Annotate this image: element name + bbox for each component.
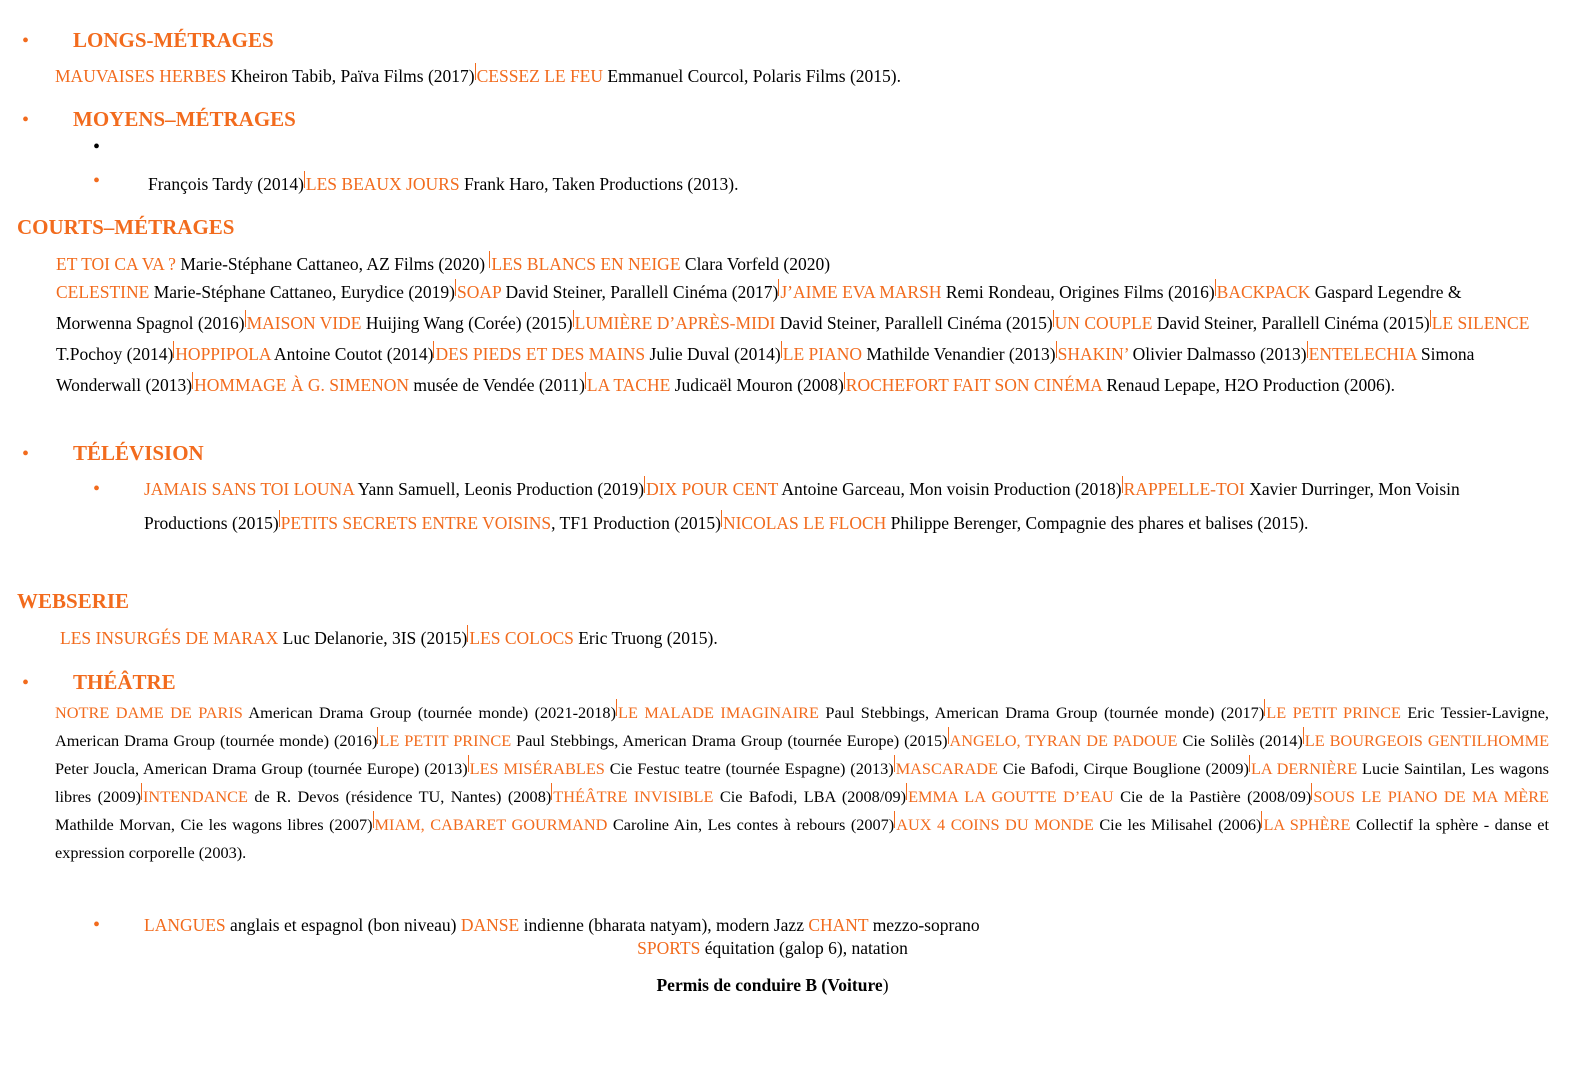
separator-bar bbox=[141, 783, 142, 800]
separator-bar bbox=[1430, 310, 1431, 327]
entry-title: SOAP bbox=[456, 282, 502, 302]
entry-title: MAISON VIDE bbox=[246, 313, 362, 333]
entry-credit: Cie les Milisahel (2006) bbox=[1093, 815, 1262, 834]
entry-title: HOMMAGE À G. SIMENON bbox=[194, 375, 409, 395]
separator-bar bbox=[644, 476, 645, 493]
entry-title: SPORTS bbox=[637, 938, 701, 958]
entry-credit: Eric Truong (2015). bbox=[573, 628, 718, 648]
entry-credit: Cie Solilès (2014) bbox=[1177, 731, 1303, 750]
entry-credit: Peter Joucla, American Drama Group (tournée Europe) (2013) bbox=[55, 759, 468, 778]
entry-credit: Cie Festuc teatre (tournée Espagne) (2013) bbox=[604, 759, 894, 778]
entry-credit: Philippe Berenger, Compagnie des phares et balises (2015). bbox=[886, 513, 1309, 533]
entry-credit: Emmanuel Courcol, Polaris Films (2015). bbox=[603, 66, 901, 86]
entry-title: LES BEAUX JOURS bbox=[305, 174, 460, 194]
entry-credit: Simona Wonderwall (2013) bbox=[56, 344, 1475, 395]
entry-title: LES INSURGÉS DE MARAX bbox=[60, 628, 279, 648]
separator-bar bbox=[279, 510, 280, 527]
entry-credit: musée de Vendée (2011) bbox=[409, 375, 585, 395]
entry-credit: Lucie Saintilan, Les wagons libres (2009) bbox=[55, 759, 1549, 806]
entry-title: BACKPACK bbox=[1216, 282, 1311, 302]
entry-credit: Paul Stebbings, American Drama Group (tournée Europe) (2015) bbox=[511, 731, 948, 750]
section-title-courts: COURTS–MÉTRAGES bbox=[17, 215, 235, 239]
entry-credit: Clara Vorfeld (2020) bbox=[680, 254, 831, 274]
entry-title: J’AIME EVA MARSH bbox=[780, 282, 942, 302]
separator-bar bbox=[573, 310, 574, 327]
list-bullet: • bbox=[93, 170, 101, 192]
driving-licence bbox=[0, 975, 1545, 996]
entry-credit: Kheiron Tabib, Païva Films (2017) bbox=[226, 66, 475, 86]
driving-licence-close: ) bbox=[882, 975, 889, 995]
entry-title: LE PETIT PRINCE bbox=[379, 731, 512, 750]
entries-courts-first bbox=[56, 251, 830, 275]
entry-title: LA DERNIÈRE bbox=[1250, 759, 1358, 778]
driving-licence-text: Permis de conduire B (Voiture bbox=[656, 975, 883, 995]
entry-title: CESSEZ LE FEU bbox=[476, 66, 604, 86]
entry-title: LES MISÉRABLES bbox=[469, 759, 605, 778]
entry-title: SOUS LE PIANO DE MA MÈRE bbox=[1313, 787, 1550, 806]
entry-credit: Yann Samuell, Leonis Production (2019) bbox=[353, 479, 645, 499]
entry-credit: Renaud Lepape, H2O Production (2006). bbox=[1101, 375, 1396, 395]
entry-title: LE PIANO bbox=[782, 344, 862, 364]
separator-bar bbox=[781, 341, 782, 358]
entry-title: LES BLANCS EN NEIGE bbox=[491, 254, 681, 274]
entry-credit: indienne (bharata natyam), modern Jazz bbox=[519, 915, 809, 935]
entry-credit: équitation (galop 6), natation bbox=[700, 938, 908, 958]
entry-title: ENTELECHIA bbox=[1308, 344, 1417, 364]
entry-credit: Frank Haro, Taken Productions (2013). bbox=[459, 174, 739, 194]
entry-credit: Olivier Dalmasso (2013) bbox=[1128, 344, 1307, 364]
entry-title: CELESTINE bbox=[56, 282, 150, 302]
entry-credit: American Drama Group (tournée monde) (2021-2018) bbox=[242, 703, 616, 722]
entry-credit: Collectif la sphère - danse et expression corporelle (2003). bbox=[55, 815, 1550, 862]
entry-title: DES PIEDS ET DES MAINS bbox=[435, 344, 646, 364]
separator-bar bbox=[1307, 341, 1308, 358]
section-title-webserie: WEBSERIE bbox=[17, 589, 130, 613]
entry-credit: Paul Stebbings, American Drama Group (tournée monde) (2017) bbox=[818, 703, 1265, 722]
separator-bar bbox=[1056, 341, 1057, 358]
entries-courts bbox=[56, 277, 1534, 401]
entry-credit: Cie Bafodi, Cirque Bouglione (2009) bbox=[997, 759, 1249, 778]
entry-credit: anglais et espagnol (bon niveau) bbox=[225, 915, 461, 935]
skills-line-1 bbox=[144, 915, 980, 936]
entry-title: PETITS SECRETS ENTRE VOISINS bbox=[280, 513, 552, 533]
separator-bar bbox=[1249, 755, 1250, 772]
entry-credit: mezzo-soprano bbox=[868, 915, 980, 935]
section-bullet: • bbox=[22, 30, 30, 52]
entry-title: LA SPHÈRE bbox=[1263, 815, 1351, 834]
entry-title: UN COUPLE bbox=[1054, 313, 1153, 333]
list-bullet: • bbox=[93, 478, 101, 500]
entry-title: DANSE bbox=[460, 915, 520, 935]
entry-title: MIAM, CABARET GOURMAND bbox=[374, 815, 608, 834]
entry-title: EMMA LA GOUTTE D’EAU bbox=[908, 787, 1114, 806]
entry-credit: Eric Tessier-Lavigne, American Drama Group (tournée monde) (2016) bbox=[55, 703, 1549, 750]
entry-title: ET TOI CA VA ? bbox=[56, 254, 176, 274]
empty-bullet: • bbox=[93, 136, 101, 158]
entry-title: LE BOURGEOIS GENTILHOMME bbox=[1304, 731, 1550, 750]
entry-title: LES COLOCS bbox=[469, 628, 574, 648]
section-bullet: • bbox=[22, 672, 30, 694]
entry-credit: Mathilde Venandier (2013) bbox=[862, 344, 1056, 364]
entry-title: THÉÂTRE INVISIBLE bbox=[553, 787, 714, 806]
entries-television bbox=[144, 472, 1544, 540]
separator-bar bbox=[1122, 476, 1123, 493]
entry-credit: Cie de la Pastière (2008/09) bbox=[1113, 787, 1312, 806]
separator-bar bbox=[475, 63, 476, 80]
separator-bar bbox=[721, 510, 722, 527]
section-bullet: • bbox=[22, 443, 30, 465]
section-title-moyens: MOYENS–MÉTRAGES bbox=[73, 107, 296, 131]
entry-title: LE SILENCE bbox=[1431, 313, 1530, 333]
entry-credit: Luc Delanorie, 3IS (2015) bbox=[278, 628, 468, 648]
entry-credit: David Steiner, Parallell Cinéma (2015) bbox=[1152, 313, 1430, 333]
entry-title: RAPPELLE-TOI bbox=[1123, 479, 1245, 499]
entries-theatre bbox=[55, 699, 1549, 867]
separator-bar bbox=[373, 811, 374, 828]
entry-title: JAMAIS SANS TOI LOUNA bbox=[144, 479, 354, 499]
entry-credit: Gaspard Legendre & Morwenna Spagnol (2016) bbox=[56, 282, 1462, 333]
section-bullet: • bbox=[22, 109, 30, 131]
entry-credit: Xavier Durringer, Mon Voisin Productions (2015) bbox=[144, 479, 1460, 533]
separator-bar bbox=[468, 755, 469, 772]
list-bullet: • bbox=[93, 914, 101, 936]
entry-credit: François Tardy (2014) bbox=[148, 174, 304, 194]
entry-credit: T.Pochoy (2014) bbox=[56, 344, 174, 364]
entry-credit: Mathilde Morvan, Cie les wagons libres (2007) bbox=[55, 815, 373, 834]
separator-bar bbox=[304, 171, 305, 188]
entry-title: LA TACHE bbox=[586, 375, 671, 395]
entry-credit: David Steiner, Parallell Cinéma (2015) bbox=[775, 313, 1053, 333]
entry-title: SHAKIN’ bbox=[1057, 344, 1129, 364]
entry-credit: de R. Devos (résidence TU, Nantes) (2008) bbox=[247, 787, 552, 806]
entry-title: LANGUES bbox=[144, 915, 226, 935]
entry-title: DIX POUR CENT bbox=[646, 479, 778, 499]
separator-bar bbox=[1303, 727, 1304, 744]
entry-title: MASCARADE bbox=[895, 759, 998, 778]
entries-moyens bbox=[148, 171, 738, 195]
entry-credit: Cie Bafodi, LBA (2008/09) bbox=[713, 787, 907, 806]
entries-longs bbox=[55, 63, 901, 87]
entry-title: AUX 4 COINS DU MONDE bbox=[896, 815, 1094, 834]
entry-title: HOPPIPOLA bbox=[175, 344, 271, 364]
entry-credit: Huijing Wang (Corée) (2015) bbox=[361, 313, 573, 333]
entry-title: LUMIÈRE D’APRÈS-MIDI bbox=[574, 313, 776, 333]
entry-title: NICOLAS LE FLOCH bbox=[722, 513, 887, 533]
separator-bar bbox=[948, 727, 949, 744]
separator-bar bbox=[906, 783, 907, 800]
section-title-longs: LONGS-MÉTRAGES bbox=[73, 28, 274, 52]
skills-line-2 bbox=[0, 938, 1545, 959]
entry-title: ROCHEFORT FAIT SON CINÉMA bbox=[845, 375, 1102, 395]
separator-bar bbox=[616, 699, 617, 716]
entry-title: MAUVAISES HERBES bbox=[55, 66, 227, 86]
entry-credit: Antoine Garceau, Mon voisin Production (2018) bbox=[778, 479, 1122, 499]
entry-credit: Marie-Stéphane Cattaneo, Eurydice (2019) bbox=[149, 282, 455, 302]
entry-title: CHANT bbox=[808, 915, 869, 935]
entry-credit: Remi Rondeau, Origines Films (2016) bbox=[941, 282, 1215, 302]
separator-bar bbox=[1053, 310, 1054, 327]
entry-credit: Antoine Coutot (2014) bbox=[270, 344, 434, 364]
section-title-theatre: THÉÂTRE bbox=[73, 670, 176, 694]
entry-title: INTENDANCE bbox=[143, 787, 248, 806]
entry-credit: Julie Duval (2014) bbox=[645, 344, 781, 364]
separator-bar bbox=[894, 755, 895, 772]
entry-title: LE MALADE IMAGINAIRE bbox=[618, 703, 819, 722]
entry-title: ANGELO, TYRAN DE PADOUE bbox=[949, 731, 1178, 750]
entry-credit: David Steiner, Parallell Cinéma (2017) bbox=[501, 282, 779, 302]
entry-credit: Caroline Ain, Les contes à rebours (2007) bbox=[607, 815, 895, 834]
entry-title: LE PETIT PRINCE bbox=[1266, 703, 1401, 722]
entry-credit: Marie-Stéphane Cattaneo, AZ Films (2020) bbox=[175, 254, 490, 274]
separator-bar bbox=[844, 372, 845, 389]
separator-bar bbox=[192, 372, 193, 389]
entry-credit: Judicaël Mouron (2008) bbox=[670, 375, 844, 395]
separator-bar bbox=[455, 279, 456, 296]
separator-bar bbox=[245, 310, 246, 327]
entry-title: NOTRE DAME DE PARIS bbox=[55, 703, 243, 722]
entry-credit: , TF1 Production (2015) bbox=[551, 513, 721, 533]
separator-bar bbox=[585, 372, 586, 389]
separator-bar bbox=[1215, 279, 1216, 296]
section-title-television: TÉLÉVISION bbox=[73, 441, 204, 465]
entries-webserie bbox=[60, 625, 718, 649]
